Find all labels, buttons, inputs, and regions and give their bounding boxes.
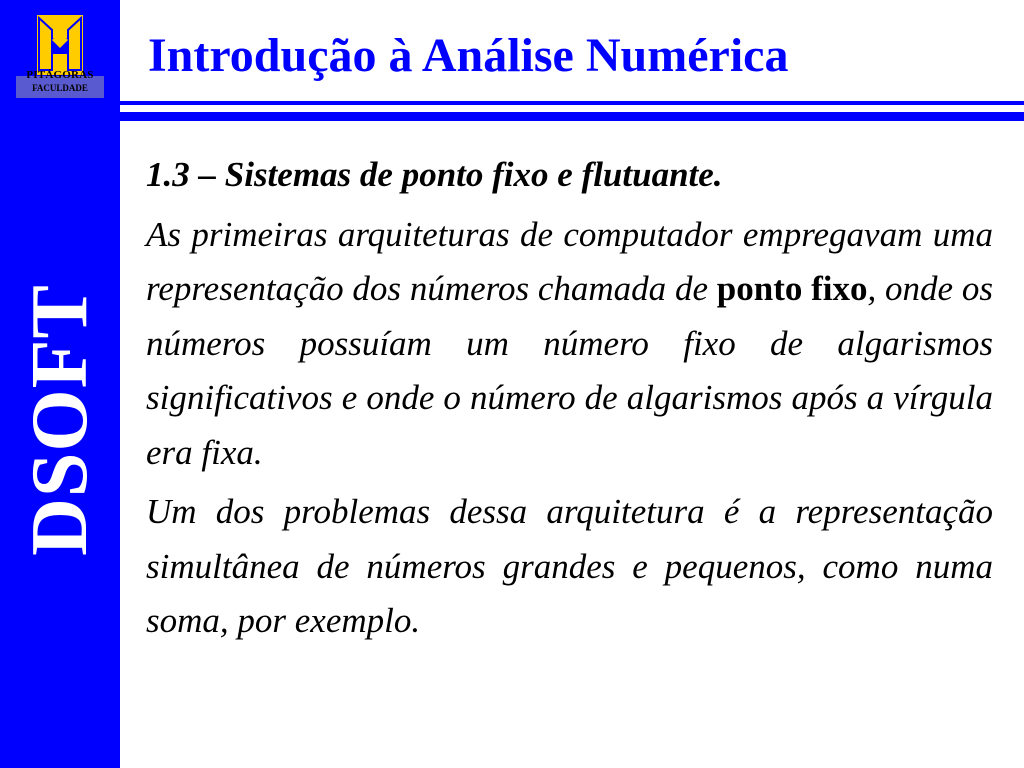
paragraph-fixed-point [146, 208, 993, 481]
header-rule-thin [120, 101, 1024, 105]
faculty-logo [14, 10, 106, 100]
slide-content [146, 148, 993, 649]
sidebar [0, 0, 120, 768]
sidebar-brand: DSOFT [16, 284, 104, 556]
paragraph-text-start: As primeiras arquiteturas de computador empregavam uma representação dos números chamada de [146, 214, 993, 308]
section-heading: 1.3 – Sistemas de ponto fixo e flutuante. [146, 155, 723, 194]
paragraph-text-end: , onde os números possuíam um número fixo de algarismos significativos e onde o número de algarismos após a vírgula era fixa. [146, 269, 993, 472]
logo-name: PITÁGORAS [26, 69, 94, 81]
logo-subtitle: FACULDADE [32, 83, 88, 93]
header-rule-thick [120, 112, 1024, 121]
page-title: Introdução à Análise Numérica [148, 29, 789, 82]
paragraph-problem: Um dos problemas dessa arquitetura é a representação simultânea de números grandes e pequenos, como numa soma, por exemplo. [146, 492, 993, 640]
term-ponto-fixo: ponto fixo [716, 269, 868, 308]
